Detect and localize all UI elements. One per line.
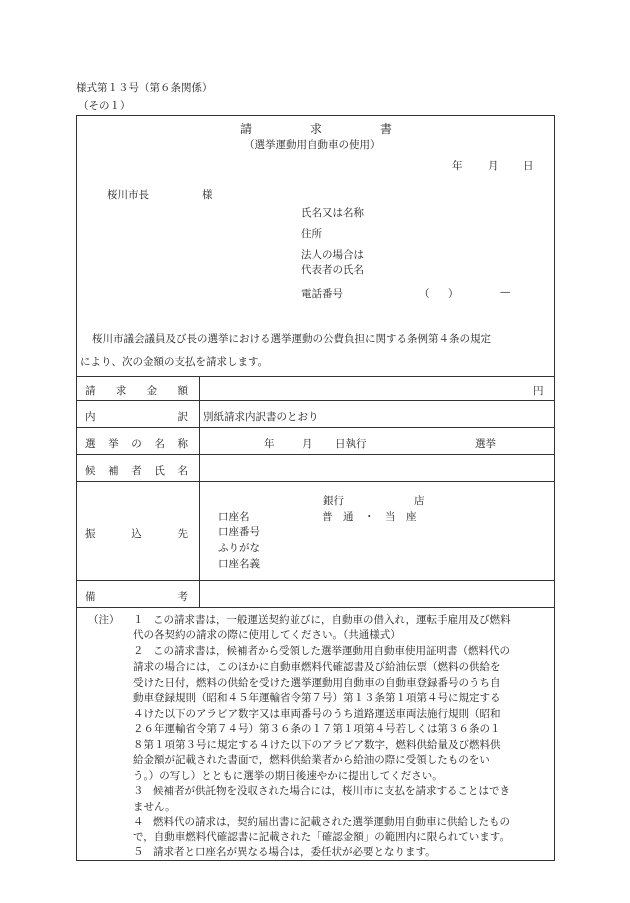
row-rule <box>76 427 555 428</box>
row-rule <box>76 400 555 401</box>
title-char-1: 請 <box>240 122 253 136</box>
account-type: 普 通 ・ 当 座 <box>322 511 417 523</box>
table-top-rule <box>76 376 555 377</box>
note-2-line: 請求の場合には，このほかに自動車燃料代確認書及び給油伝票（燃料の供給を <box>133 661 501 673</box>
date-day: 日 <box>523 160 534 172</box>
account-number-label: 口座番号 <box>218 526 260 538</box>
note-4-number: ４ <box>133 816 144 828</box>
account-name-label: 口座名 <box>218 511 250 523</box>
label-candidate-name: 候 補 者 氏 名 <box>85 465 188 477</box>
note-2-line: この請求書は，候補者から受領した選挙運動用自動車使用証明書（燃料代の <box>153 645 510 657</box>
note-3-line: 候補者が供託物を没収された場合には，桜川市に支払を請求することはでき <box>153 785 510 797</box>
furigana-label: ふりがな <box>218 542 260 554</box>
notes-marker: （注） <box>88 614 120 626</box>
row-rule <box>76 481 555 482</box>
statement-line-2: により、次の金額の支払を請求します。 <box>80 356 269 368</box>
note-2-line: 受けた日付，燃料の供給を受けた選挙運動用自動車の自動車登録番号のうち自 <box>133 677 501 689</box>
transfer-bank: 銀行 <box>323 495 344 507</box>
addressee-honorific: 様 <box>202 189 213 201</box>
label-remarks: 備 考 <box>85 591 188 603</box>
note-5-number: ５ <box>133 846 144 858</box>
label-transfer: 振 込 先 <box>85 528 188 540</box>
label-amount: 請 求 金 額 <box>85 385 188 397</box>
statement-line-1: 桜川市議会議員及び長の選挙における選挙運動の公費負担に関する条例第４条の規定 <box>92 333 491 345</box>
note-2-line: 動車登録規則（昭和４５年運輸省令第７号）第１３条第１項第４号に規定する <box>133 692 501 704</box>
title-char-3: 書 <box>380 122 393 136</box>
account-holder-label: 口座名義 <box>218 558 260 570</box>
amount-unit: 円 <box>533 385 544 397</box>
addressee-name: 桜川市長 <box>107 189 149 201</box>
note-2-line: ４けた以下のアラビア数字又は車両番号のうち道路運送車両法施行規則（昭和 <box>133 708 501 720</box>
label-column-divider <box>199 376 200 607</box>
phone-paren-close: ） <box>448 288 459 300</box>
table-bottom-rule <box>76 607 555 608</box>
election-month: 月 <box>302 438 313 450</box>
label-election-name: 選 挙 の 名 称 <box>85 438 188 450</box>
note-2-line: ２６年運輸省令第７４号）第３６条の１７第１項第４号若しくは第３６条の１ <box>133 723 501 735</box>
note-3-number: ３ <box>133 785 144 797</box>
election-suffix: 選挙 <box>475 438 496 450</box>
row-rule <box>76 454 555 455</box>
date-year: 年 <box>452 160 463 172</box>
note-1-line: この請求書は，一般運送契約並びに，自動車の借入れ，運転手雇用及び燃料 <box>153 614 511 626</box>
phone-paren-open: （ <box>419 288 430 300</box>
title-char-2: 求 <box>310 122 323 136</box>
note-2-line: う。）の写し）とともに選挙の期日後速やかに提出してください。 <box>133 770 443 782</box>
row-rule <box>76 580 555 581</box>
title-subtitle: （選挙運動用自動車の使用） <box>244 139 381 151</box>
applicant-corp-label-1: 法人の場合は <box>301 249 364 261</box>
applicant-address-label: 住所 <box>301 228 322 240</box>
applicant-name-label: 氏名又は名称 <box>301 207 364 219</box>
note-2-line: 給金額が記載された書面で，燃料供給業者から給油の際に受領したものをい <box>133 754 490 766</box>
note-4-line: 燃料代の請求は，契約届出書に記載された選挙運動用自動車に供給したもの <box>153 816 510 828</box>
form-number: 様式第１３号（第６条関係） <box>76 82 213 94</box>
election-day-exec: 日執行 <box>335 438 367 450</box>
election-year: 年 <box>264 438 275 450</box>
note-5-line: 請求者と口座名が異なる場合は，委任状が必要となります。 <box>153 846 436 858</box>
note-4-line: で，自動車燃料代確認書に記載された「確認金額」の範囲内に限られています。 <box>133 831 510 843</box>
note-2-number: ２ <box>133 645 144 657</box>
date-month: 月 <box>488 160 499 172</box>
breakdown-value: 別紙請求内訳書のとおり <box>203 411 319 423</box>
note-2-line: ８第１項第３号に規定する４けた以下のアラビア数字，燃料供給量及び燃料供 <box>133 739 501 751</box>
note-1-line: 代の各契約の請求の際に使用してください。（共通様式） <box>133 629 401 641</box>
label-breakdown: 内 訳 <box>85 411 188 423</box>
phone-dash: — <box>500 286 511 298</box>
applicant-corp-label-2: 代表者の氏名 <box>301 264 364 276</box>
note-1-number: １ <box>133 614 144 626</box>
applicant-phone-label: 電話番号 <box>301 288 343 300</box>
transfer-branch: 店 <box>414 495 425 507</box>
note-3-line: ません。 <box>133 801 176 813</box>
form-subtitle: （その１） <box>78 100 131 112</box>
